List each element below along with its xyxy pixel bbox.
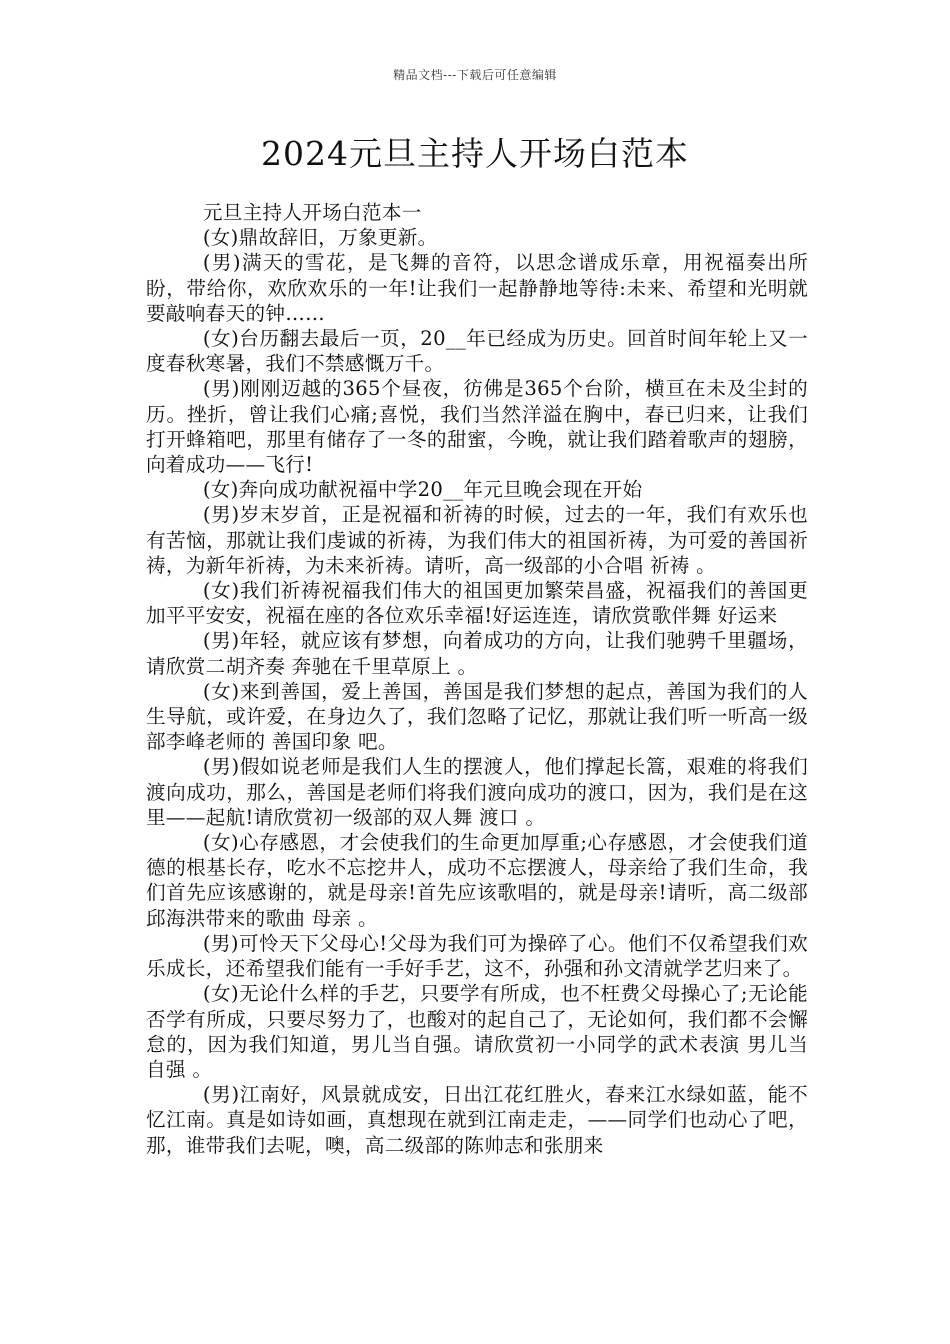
paragraph: (男)可怜天下父母心!父母为我们可为操碎了心。他们不仅希望我们欢乐成长，还希望我们能有一手好手艺，这不，孙强和孙文清就学艺归来了。 [146,931,808,981]
paragraph: (男)岁末岁首，正是祝福和祈祷的时候，过去的一年，我们有欢乐也有苦恼，那就让我们虔诚的祈祷，为我们伟大的祖国祈祷，为可爱的善国祈祷，为新年祈祷，为未来祈祷。请听，高一级部的小合唱 祈祷 。 [146,503,808,577]
paragraph: (女)心存感恩，才会使我们的生命更加厚重;心存感恩，才会使我们道德的根基长存，吃水不忘挖井人，成功不忘摆渡人，母亲给了我们生命，我们首先应该感谢的，就是母亲!首先应该歌唱的，就是母亲!请听，高二级部邱海洪带来的歌曲 母亲 。 [146,831,808,930]
paragraph: (男)假如说老师是我们人生的摆渡人，他们撑起长篙，艰难的将我们渡向成功，那么，善国是老师们将我们渡向成功的渡口，因为，我们是在这里——起航!请欣赏初一级部的双人舞 渡口 。 [146,755,808,829]
paragraph: (女)台历翻去最后一页，20__年已经成为历史。回首时间年轮上又一度春秋寒暑，我们不禁感慨万千。 [146,327,808,376]
paragraph: (女)鼎故辞旧，万象更新。 [202,226,438,250]
paragraph: (男)江南好，风景就成安，日出江花红胜火，春来江水绿如蓝，能不忆江南。真是如诗如画，真想现在就到江南走走，——同学们也动心了吧，那，谁带我们去呢，噢，高二级部的陈帅志和张朋来 [146,1083,808,1157]
document-body [146,200,808,1158]
paragraph: (男)满天的雪花，是飞舞的音符，以思念谱成乐章，用祝福奏出所盼，带给你，欢欣欢乐的一年!让我们一起静静地等待:未来、希望和光明就要敲响春天的钟…… [146,251,808,325]
paragraph: (女)奔向成功献祝福中学20__年元旦晚会现在开始 [202,478,643,502]
paragraph: (女)来到善国，爱上善国，善国是我们梦想的起点，善国为我们的人生导航，或许爱，在身边久了，我们忽略了记忆，那就让我们听一听高一级部李峰老师的 善国印象 吧。 [146,679,808,754]
header-note: 精品文档---下载后可任意编辑 [393,68,557,82]
document-title: 2024元旦主持人开场白范本 [261,134,689,173]
paragraph: 元旦主持人开场白范本一 [202,201,422,224]
paragraph: (男)年轻，就应该有梦想，向着成功的方向，让我们驰骋千里疆场，请欣赏二胡齐奏 奔驰在千里草原上 。 [146,629,808,678]
paragraph: (女)无论什么样的手艺，只要学有所成，也不枉费父母操心了;无论能否学有所成，只要尽努力了，也酸对的起自己了，无论如何，我们都不会懈怠的，因为我们知道，男儿当自强。请欣赏初一小同学的武术表演 男儿当自强 。 [146,982,808,1081]
paragraph: (女)我们祈祷祝福我们伟大的祖国更加繁荣昌盛，祝福我们的善国更加平平安安，祝福在座的各位欢乐幸福!好运连连，请欣赏歌伴舞 好运来 [146,579,808,628]
paragraph: (男)刚刚迈越的365个昼夜，彷佛是365个台阶，横亘在未及尘封的历。挫折，曾让我们心痛;喜悦，我们当然洋溢在胸中，春已归来，让我们打开蜂箱吧，那里有储存了一冬的甜蜜，今晚，就让我们踏着歌声的翅膀，向着成功——飞行! [146,377,808,477]
